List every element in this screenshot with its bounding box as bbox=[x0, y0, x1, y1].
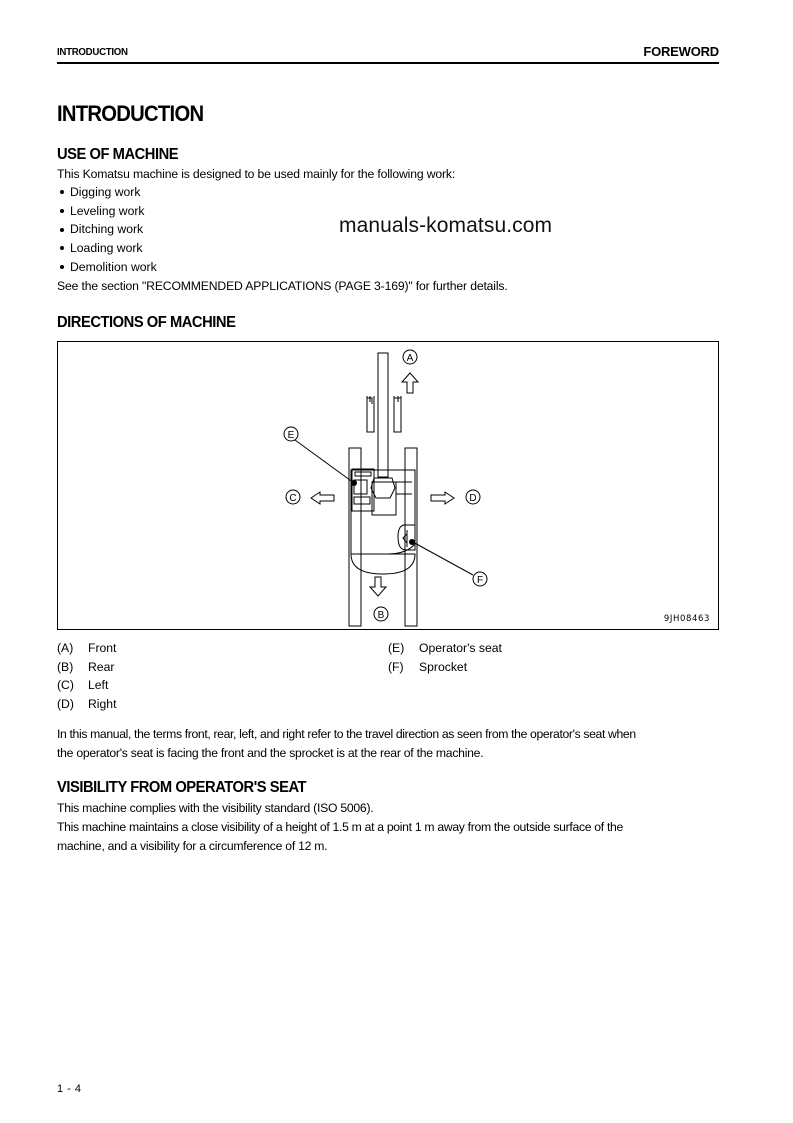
label-f: F bbox=[476, 575, 484, 586]
list-item: Demolition work bbox=[60, 258, 157, 277]
list-item: Leveling work bbox=[60, 202, 157, 221]
directions-note-line1: In this manual, the terms front, rear, left, and right refer to the travel direction as seen from the operator's seat when bbox=[57, 727, 636, 741]
use-of-machine-heading: USE OF MACHINE bbox=[57, 146, 179, 163]
bullet-icon bbox=[60, 190, 64, 194]
watermark: manuals-komatsu.com bbox=[339, 214, 553, 237]
list-item: Ditching work bbox=[60, 220, 157, 239]
visibility-line2: This machine maintains a close visibility of a height of 1.5 m at a point 1 m away from the outside surface of the bbox=[57, 820, 623, 834]
label-c: C bbox=[289, 493, 297, 504]
legend-item: (A) Front bbox=[57, 641, 117, 655]
figure-code: 9JH08463 bbox=[663, 614, 710, 624]
use-of-machine-intro: This Komatsu machine is designed to be used mainly for the following work: bbox=[57, 167, 456, 181]
directions-heading: DIRECTIONS OF MACHINE bbox=[57, 314, 236, 331]
directions-figure bbox=[57, 341, 719, 630]
directions-note-line2: the operator's seat is facing the front and the sprocket is at the rear of the machine. bbox=[57, 746, 484, 760]
header-section: FOREWORD bbox=[643, 44, 719, 59]
legend-item: (C) Left bbox=[57, 678, 109, 693]
page-number: 1 - 4 bbox=[57, 1083, 82, 1095]
bullet-icon bbox=[60, 265, 64, 269]
visibility-line1: This machine complies with the visibility standard (ISO 5006). bbox=[57, 801, 374, 815]
visibility-line3: machine, and a visibility for a circumference of 12 m. bbox=[57, 839, 328, 853]
legend-item: (F) Sprocket bbox=[388, 659, 468, 674]
bullet-icon bbox=[60, 228, 64, 232]
bullet-icon bbox=[60, 209, 64, 213]
page-header bbox=[57, 44, 719, 64]
list-item: Digging work bbox=[60, 183, 157, 202]
legend-item: (B) Rear bbox=[57, 659, 115, 674]
work-list bbox=[60, 183, 157, 276]
legend-item: (D) Right bbox=[57, 697, 117, 712]
page-title: INTRODUCTION bbox=[57, 101, 204, 126]
legend-item: (E) Operator's seat bbox=[388, 641, 502, 655]
label-a: A bbox=[406, 353, 414, 364]
label-d: D bbox=[469, 493, 477, 504]
list-item: Loading work bbox=[60, 239, 157, 258]
bullet-icon bbox=[60, 246, 64, 250]
label-b: B bbox=[377, 610, 385, 621]
see-also-text: See the section "RECOMMENDED APPLICATIONS (PAGE 3-169)" for further details. bbox=[57, 279, 508, 293]
machine-top-view-icon bbox=[58, 342, 720, 631]
visibility-heading: VISIBILITY FROM OPERATOR'S SEAT bbox=[57, 779, 307, 796]
label-e: E bbox=[287, 430, 295, 441]
legend-left bbox=[57, 639, 116, 714]
legend-right bbox=[388, 639, 502, 676]
header-chapter: INTRODUCTION bbox=[57, 46, 128, 58]
